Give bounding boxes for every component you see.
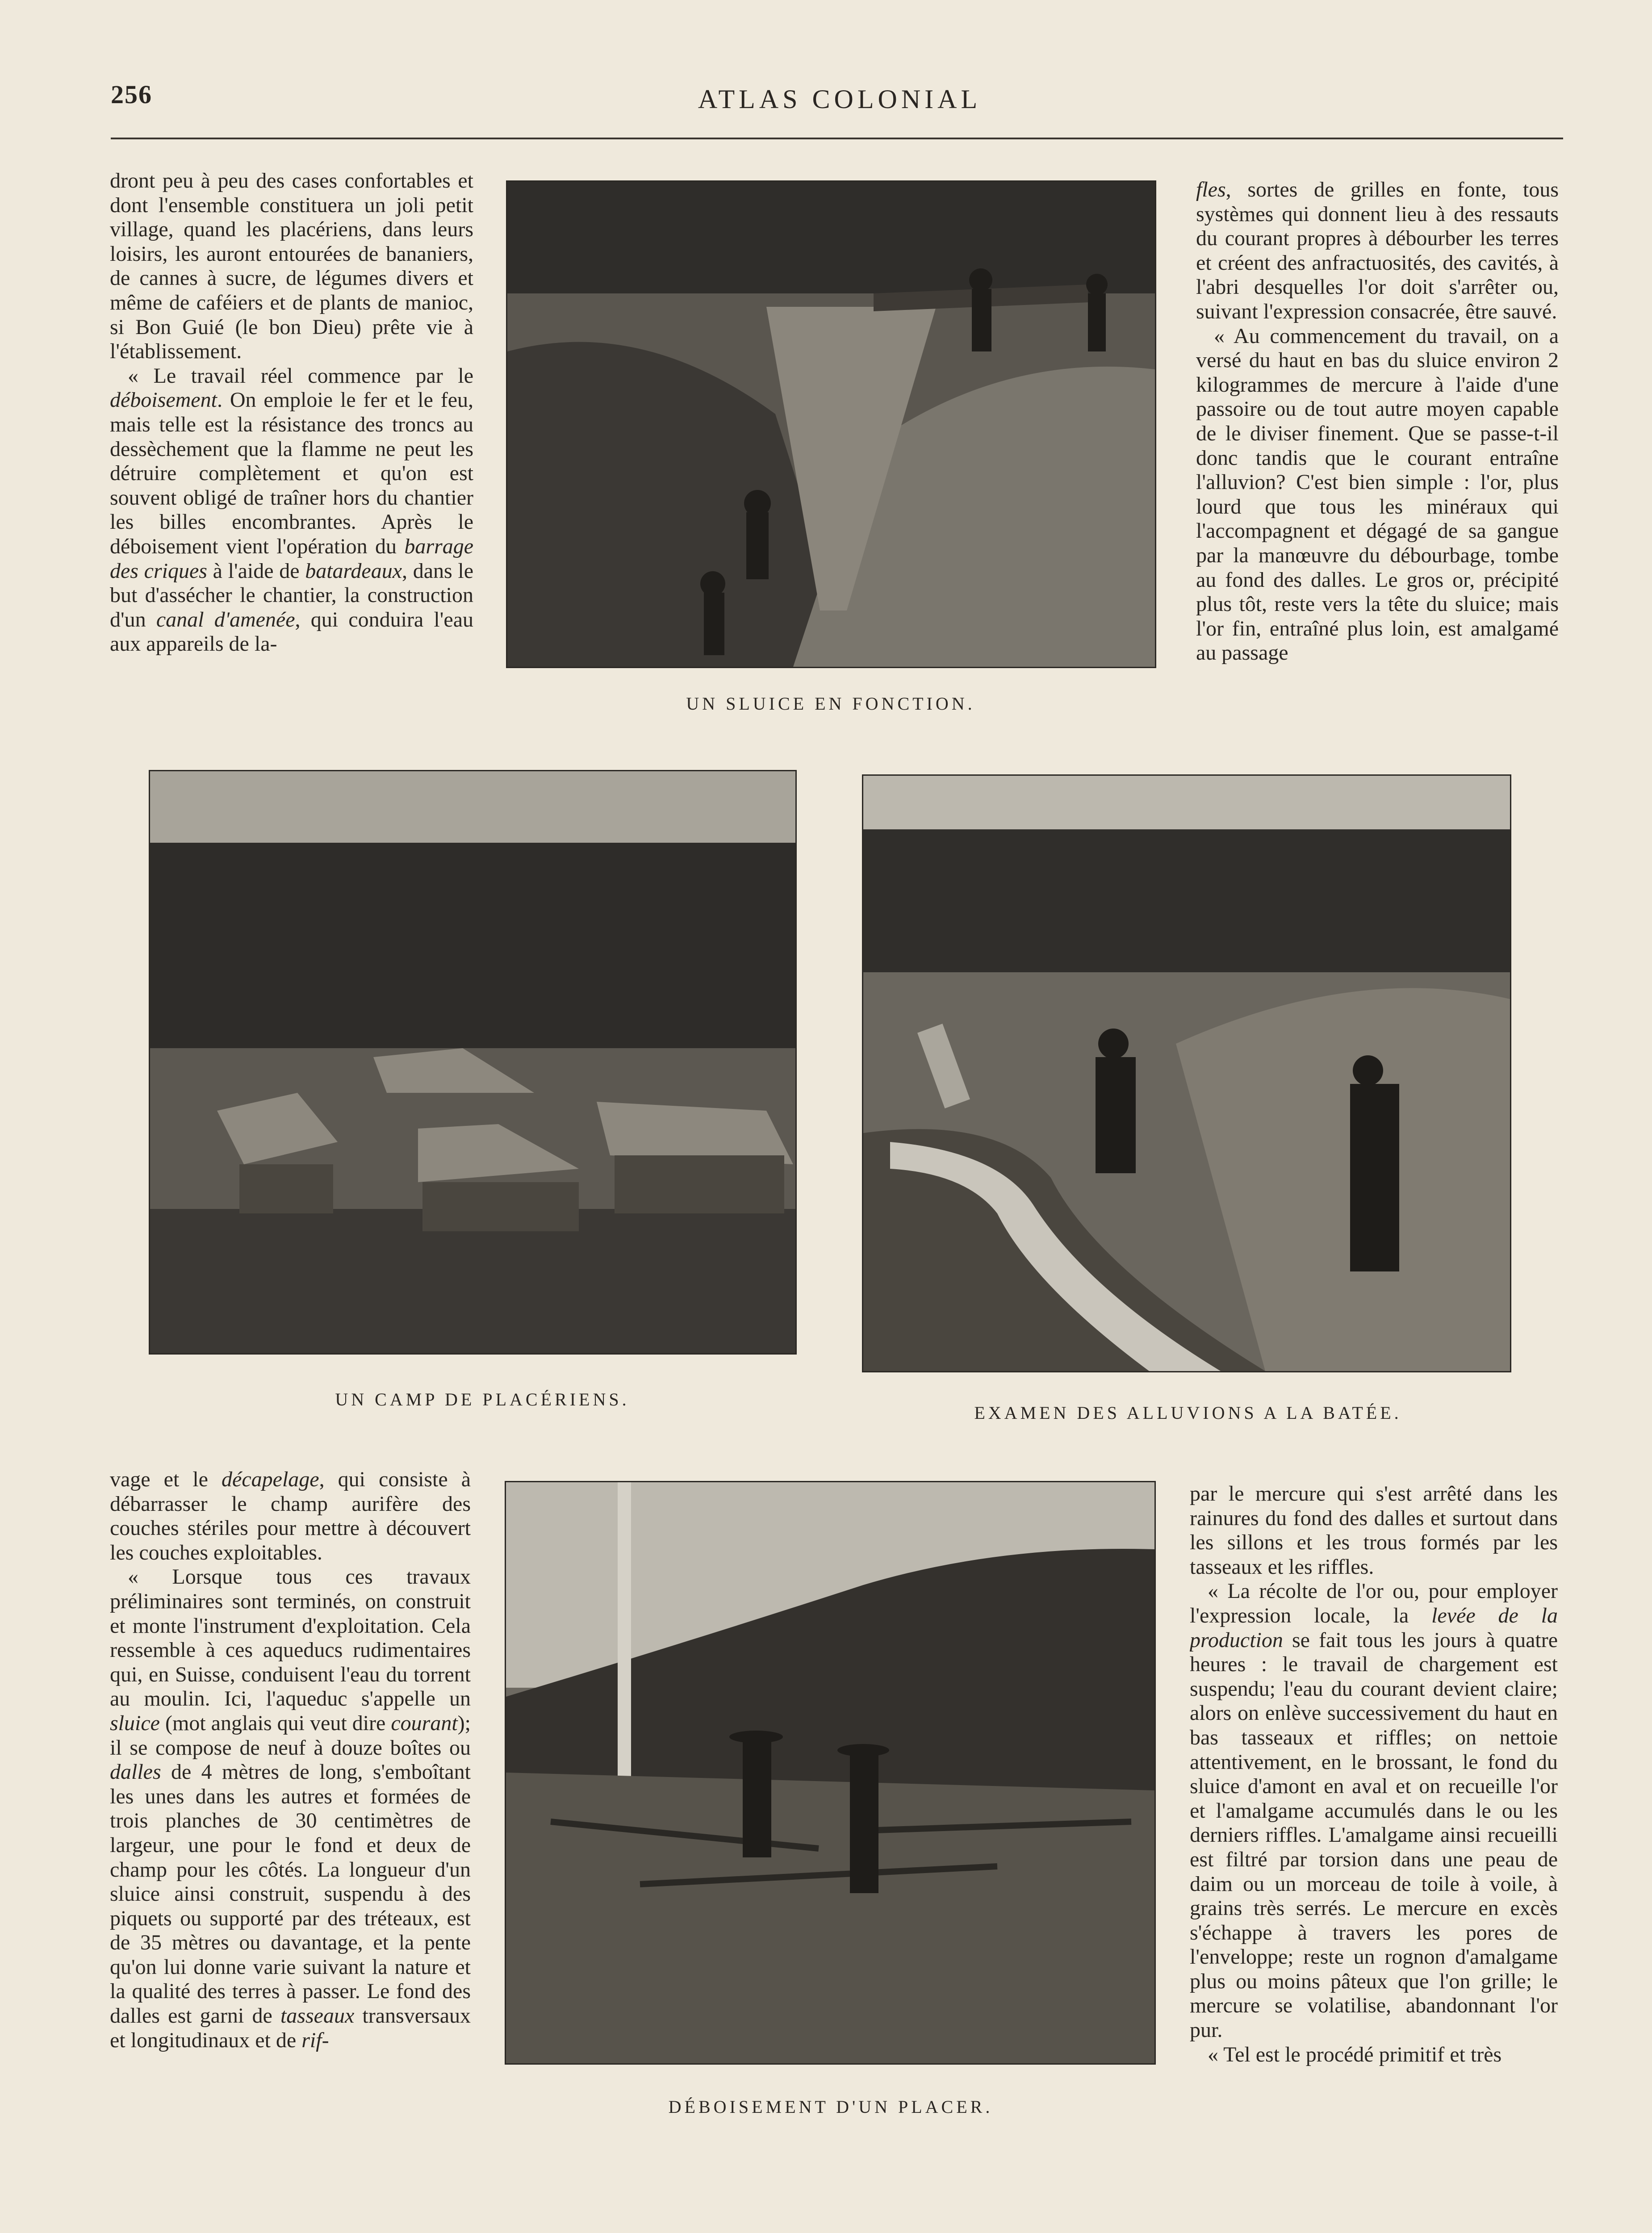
paragraph: par le mercure qui s'est arrêté dans les rainures du fond des dalles et surtout dans les sillons et les trous formés par les tasseaux et les riffles. [1190,1482,1558,1579]
photo-deboisement [505,1481,1156,2065]
photo-camp [149,770,797,1355]
paragraph: « Lorsque tous ces travaux préliminaires sont terminés, on construit et monte l'instrument d'exploitation. Cela ressemble à ces aqueducs rudimentaires qui, en Suisse, conduisent l'eau du torrent au moulin. Ici, l'aqueduc s'appelle un sluice (mot anglais qui veut dire courant); il se compose de neuf à douze boîtes ou dalles de 4 mètres de long, s'emboîtant les unes dans les autres et formées de trois planches de 30 centimètres de largeur, une pour le fond et deux de champ pour les côtés. La longueur d'un sluice ainsi construit, suspendu à des piquets ou supporté par des tréteaux, est de 35 mètres ou davantage, et la pente qu'on lui donne varie suivant la nature et la qualité des terres à passer. Le fond des dalles est garni de tasseaux transversaux et longitudinaux et de rif- [110,1565,471,2052]
caption-deboisement: DÉBOISEMENT D'UN PLACER. [668,2097,993,2117]
caption-batee: EXAMEN DES ALLUVIONS A LA BATÉE. [974,1403,1402,1423]
text-column-top-left [110,169,473,715]
caption-camp: UN CAMP DE PLACÉRIENS. [335,1389,630,1409]
photo-sluice [506,180,1156,668]
paragraph: « Au commencement du travail, on a versé du haut en bas du sluice environ 2 kilogrammes de mercure à l'aide d'une passoire ou de tout autre moyen capable de le diviser finement. Que se passe-t-il donc tandis que le courant entraîne l'alluvion? C'est bien simple : l'or, plus lourd que tous les minéraux qui l'accompagnent et dégagé de sa gangue par la manœuvre du débourbage, tombe au fond des dalles. Le gros or, précipité plus tôt, reste vers la tête du sluice; mais l'or fin, entraîné plus loin, est amalgamé au passage [1196,324,1559,665]
running-title: ATLAS COLONIAL [698,84,982,114]
page-number: 256 [111,80,152,109]
paragraph: vage et le décapelage, qui consiste à débarrasser le champ aurifère des couches stériles pour mettre à découvert les couches exploitables. [110,1468,471,1564]
paragraph: « Le travail réel commence par le déboisement. On emploie le fer et le feu, mais telle est la résistance des troncs au dessèchement que la flamme ne peut les détruire complètement et qu'on est souvent obligé de traîner hors du chantier les billes encombrantes. Après le déboisement vient l'opération du barrage des criques à l'aide de batardeaux, dans le but d'assécher le chantier, la construction d'un canal d'amenée, qui conduira l'eau aux appareils de la- [110,364,473,656]
text-column-bottom-right [1190,1482,1558,2120]
paragraph: fles, sortes de grilles en fonte, tous systèmes qui donnent lieu à des ressauts du courant propres à débourber les terres et créent des anfractuosités, des cavités, à l'abri desquelles l'or doit s'arrêter ou, suivant l'expression consacrée, être sauvé. [1196,178,1559,323]
paragraph: dront peu à peu des cases confortables et dont l'ensemble constituera un joli petit village, quand les placériens, dans leurs loisirs, les auront entourées de bananiers, de cannes à sucre, de légumes divers et même de caféiers et de plants de manioc, si Bon Guié (le bon Dieu) prête vie à l'établissement. [110,169,473,364]
text-column-bottom-left [110,1468,471,2115]
caption-sluice: UN SLUICE EN FONCTION. [686,694,975,714]
header-rule [111,138,1563,139]
photo-batee [862,774,1511,1372]
paragraph: « La récolte de l'or ou, pour employer l'expression locale, la levée de la production se fait tous les jours à quatre heures : le travail de chargement est suspendu; l'eau du courant devient claire; alors on enlève successivement du haut en bas tasseaux et riffles; on nettoie attentivement, en le brossant, le fond du sluice d'amont en aval et on recueille l'or et l'amalgame accumulés dans le ou les derniers riffles. L'amalgame ainsi recueilli est filtré par torsion dans une peau de daim ou un morceau de toile à voile, à grains très serrés. Le mercure en excès s'échappe à travers les pores de l'enveloppe; reste un rognon d'amalgame plus ou moins pâteux que l'on grille; le mercure se volatilise, abandonnant l'or pur. [1190,1579,1558,2042]
text-column-top-right [1196,178,1559,723]
paragraph: « Tel est le procédé primitif et très [1208,2042,1502,2066]
